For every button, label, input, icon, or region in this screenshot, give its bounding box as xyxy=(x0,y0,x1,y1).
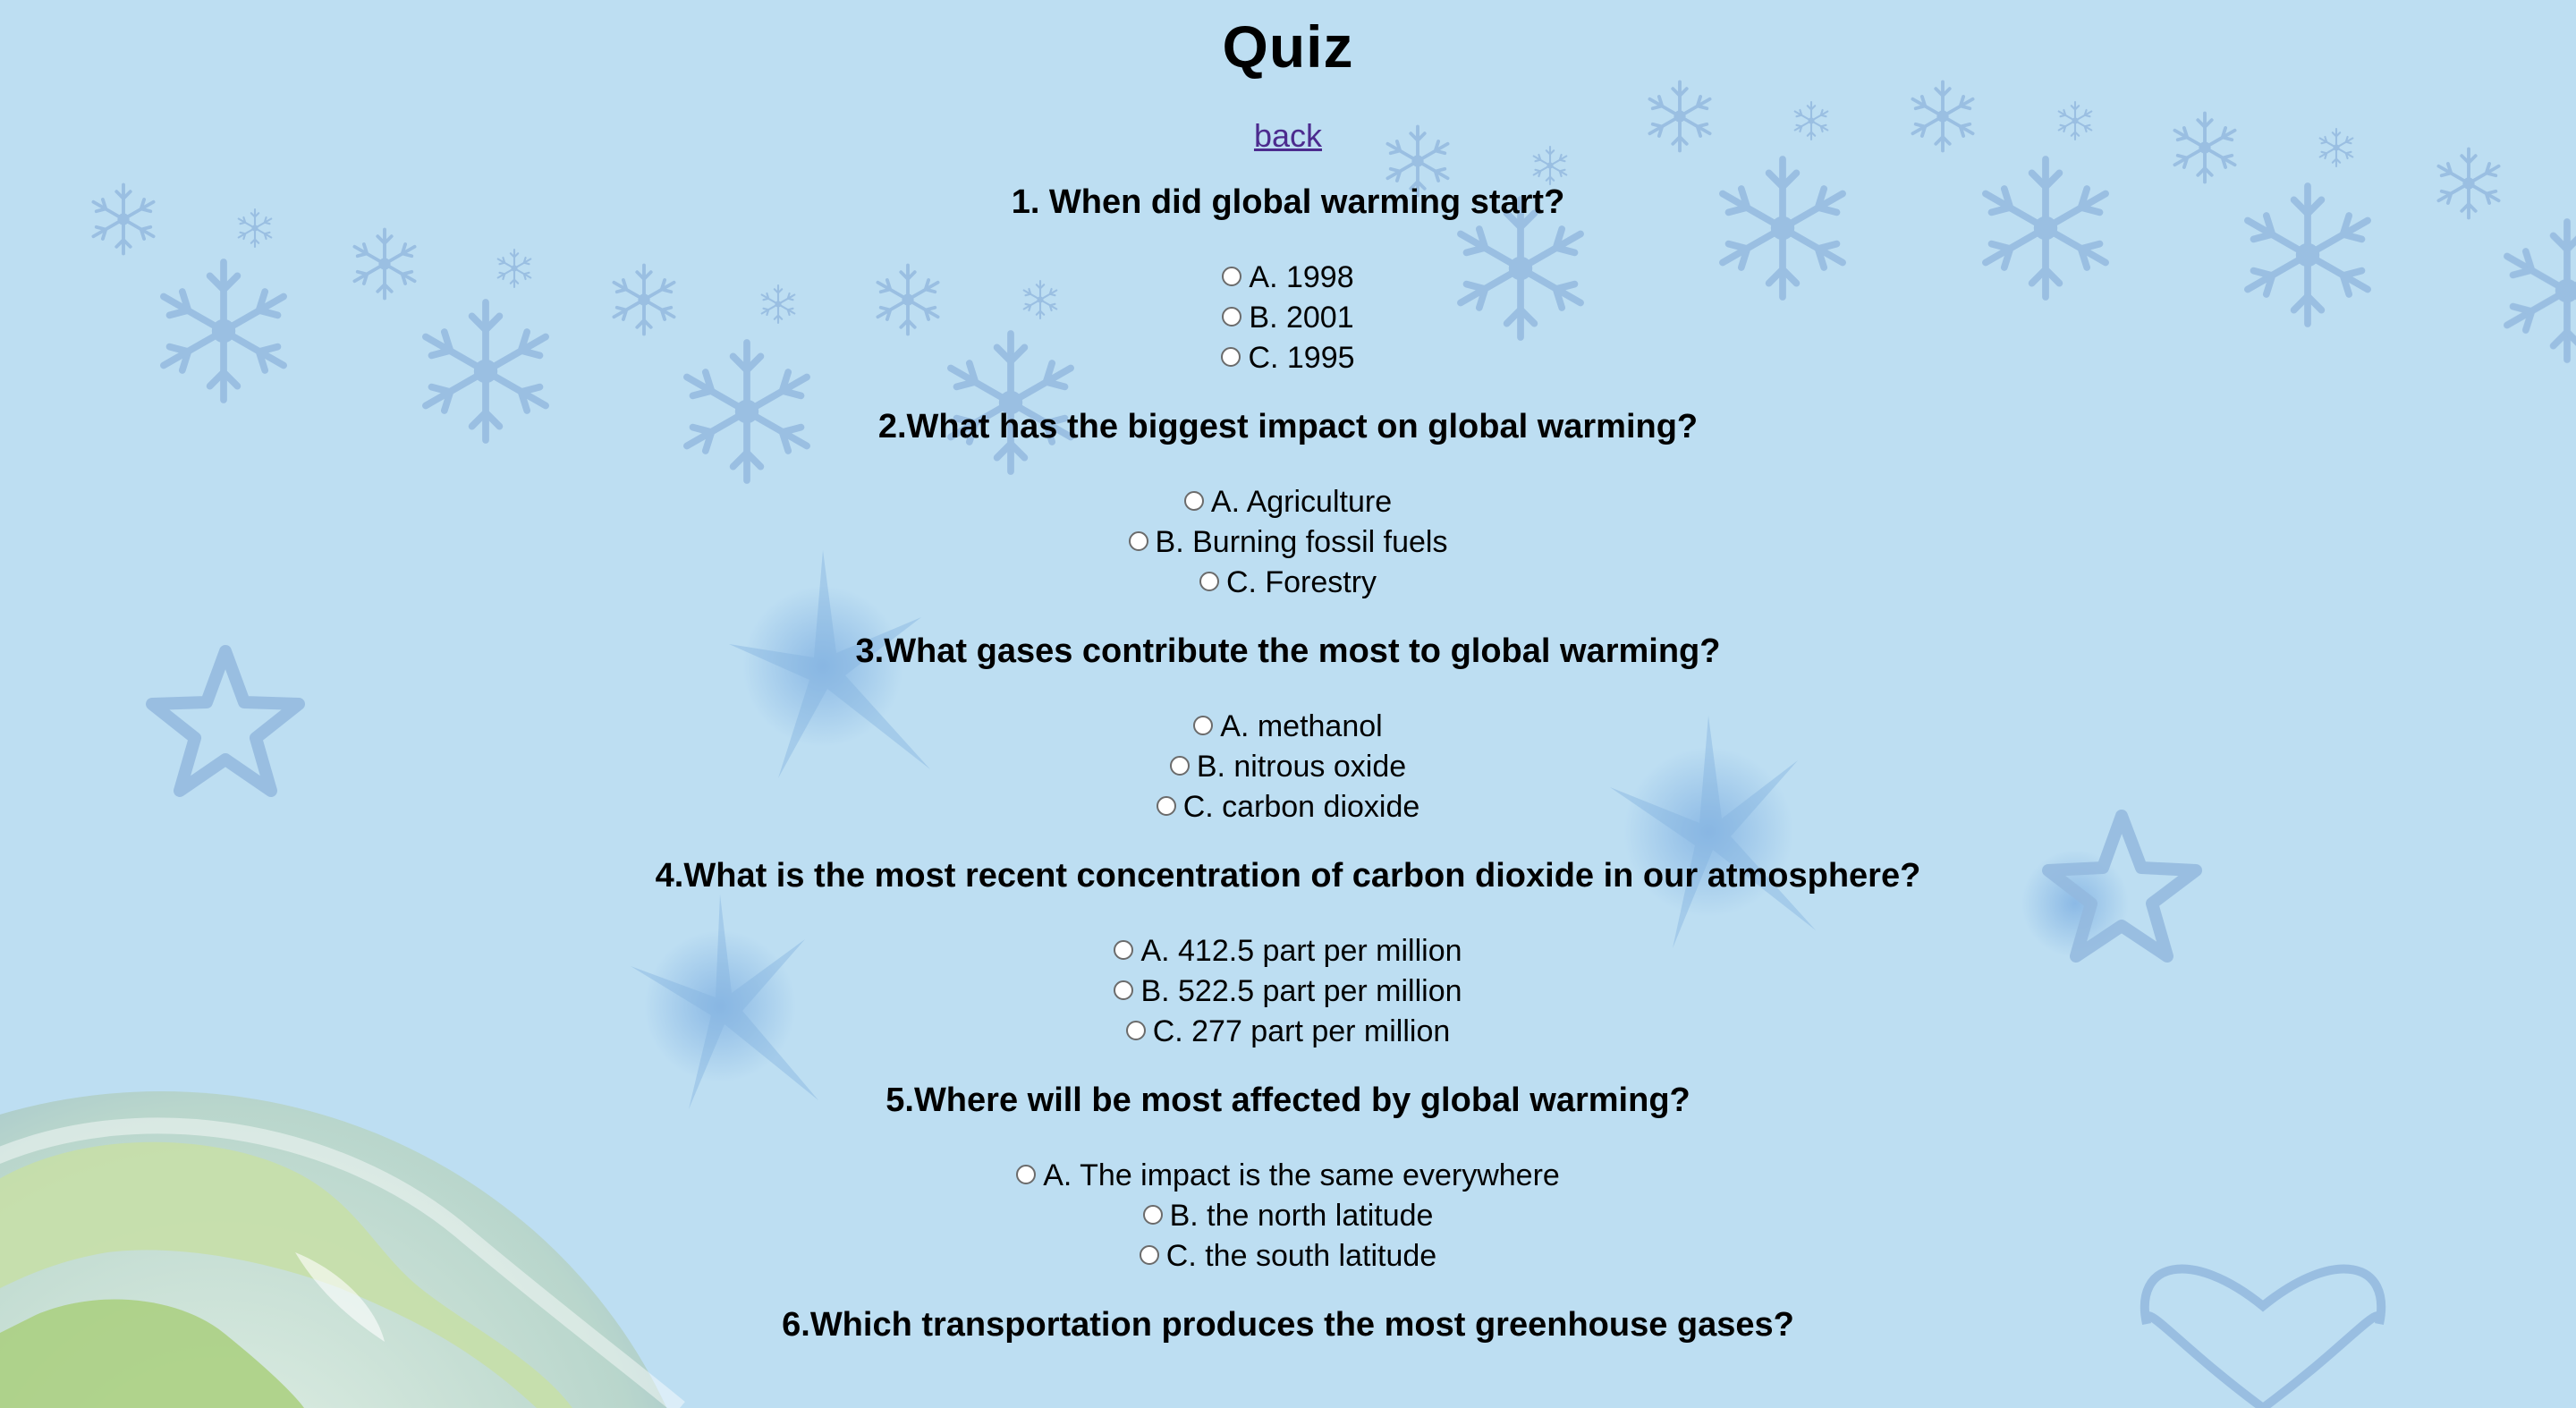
back-container xyxy=(0,118,2576,154)
option-label[interactable]: A. 412.5 part per million xyxy=(1140,934,1462,968)
option-label[interactable]: B. 2001 xyxy=(1249,301,1354,335)
option-row xyxy=(0,482,2576,522)
options-group xyxy=(0,482,2576,603)
radio-button[interactable] xyxy=(1193,716,1213,735)
radio-button[interactable] xyxy=(1157,796,1176,816)
option-label[interactable]: A. methanol xyxy=(1220,709,1383,743)
options-group xyxy=(0,1156,2576,1277)
option-row xyxy=(0,787,2576,827)
option-label[interactable]: C. 277 part per million xyxy=(1152,1014,1451,1048)
question-title: 5.Where will be most affected by global warming? xyxy=(886,1081,1690,1119)
question-title: 1. When did global warming start? xyxy=(1011,183,1565,221)
radio-button[interactable] xyxy=(1221,347,1241,367)
radio-button[interactable] xyxy=(1222,267,1241,286)
radio-button[interactable] xyxy=(1143,1205,1163,1225)
radio-button[interactable] xyxy=(1016,1165,1036,1184)
question-title: 6.Which transportation produces the most greenhouse gases? xyxy=(782,1306,1794,1344)
option-label[interactable]: B. Burning fossil fuels xyxy=(1155,525,1448,559)
radio-button[interactable] xyxy=(1114,980,1133,1000)
question-1 xyxy=(0,181,2576,378)
question-5 xyxy=(0,1079,2576,1277)
page-title: Quiz xyxy=(1222,13,1354,80)
option-label[interactable]: C. the south latitude xyxy=(1165,1239,1437,1273)
back-link[interactable]: back xyxy=(1253,117,1323,154)
option-row xyxy=(0,971,2576,1012)
option-label[interactable]: B. the north latitude xyxy=(1169,1199,1434,1233)
radio-button[interactable] xyxy=(1184,491,1204,511)
question-2 xyxy=(0,405,2576,603)
option-row xyxy=(0,1012,2576,1052)
option-row xyxy=(0,522,2576,563)
option-row xyxy=(0,747,2576,787)
radio-button[interactable] xyxy=(1140,1245,1159,1265)
question-4 xyxy=(0,854,2576,1052)
question-3 xyxy=(0,630,2576,827)
options-group xyxy=(0,707,2576,827)
option-row xyxy=(0,563,2576,603)
option-row xyxy=(0,1156,2576,1196)
option-row xyxy=(0,338,2576,378)
question-title: 3.What gases contribute the most to global warming? xyxy=(855,632,1721,670)
question-title: 4.What is the most recent concentration of carbon dioxide in our atmosphere? xyxy=(655,857,1921,895)
option-label[interactable]: B. 522.5 part per million xyxy=(1140,974,1462,1008)
option-label[interactable]: C. carbon dioxide xyxy=(1182,790,1420,824)
question-title: 2.What has the biggest impact on global warming? xyxy=(877,408,1699,445)
radio-button[interactable] xyxy=(1129,531,1148,551)
radio-button[interactable] xyxy=(1222,307,1241,327)
options-group xyxy=(0,931,2576,1052)
option-row xyxy=(0,1196,2576,1236)
option-label[interactable]: B. nitrous oxide xyxy=(1196,750,1407,784)
option-row xyxy=(0,1236,2576,1277)
option-label[interactable]: A. Agriculture xyxy=(1210,485,1393,519)
option-label[interactable]: C. Forestry xyxy=(1225,565,1377,599)
option-row xyxy=(0,258,2576,298)
option-row xyxy=(0,298,2576,338)
option-row xyxy=(0,931,2576,971)
option-label[interactable]: C. 1995 xyxy=(1248,341,1355,375)
option-label[interactable]: A. 1998 xyxy=(1249,260,1354,294)
option-row xyxy=(0,707,2576,747)
radio-button[interactable] xyxy=(1126,1021,1146,1040)
radio-button[interactable] xyxy=(1199,572,1219,591)
option-label[interactable]: A. The impact is the same everywhere xyxy=(1043,1158,1560,1192)
radio-button[interactable] xyxy=(1170,756,1190,776)
options-group xyxy=(0,258,2576,378)
radio-button[interactable] xyxy=(1114,940,1133,960)
question-6 xyxy=(0,1303,2576,1346)
